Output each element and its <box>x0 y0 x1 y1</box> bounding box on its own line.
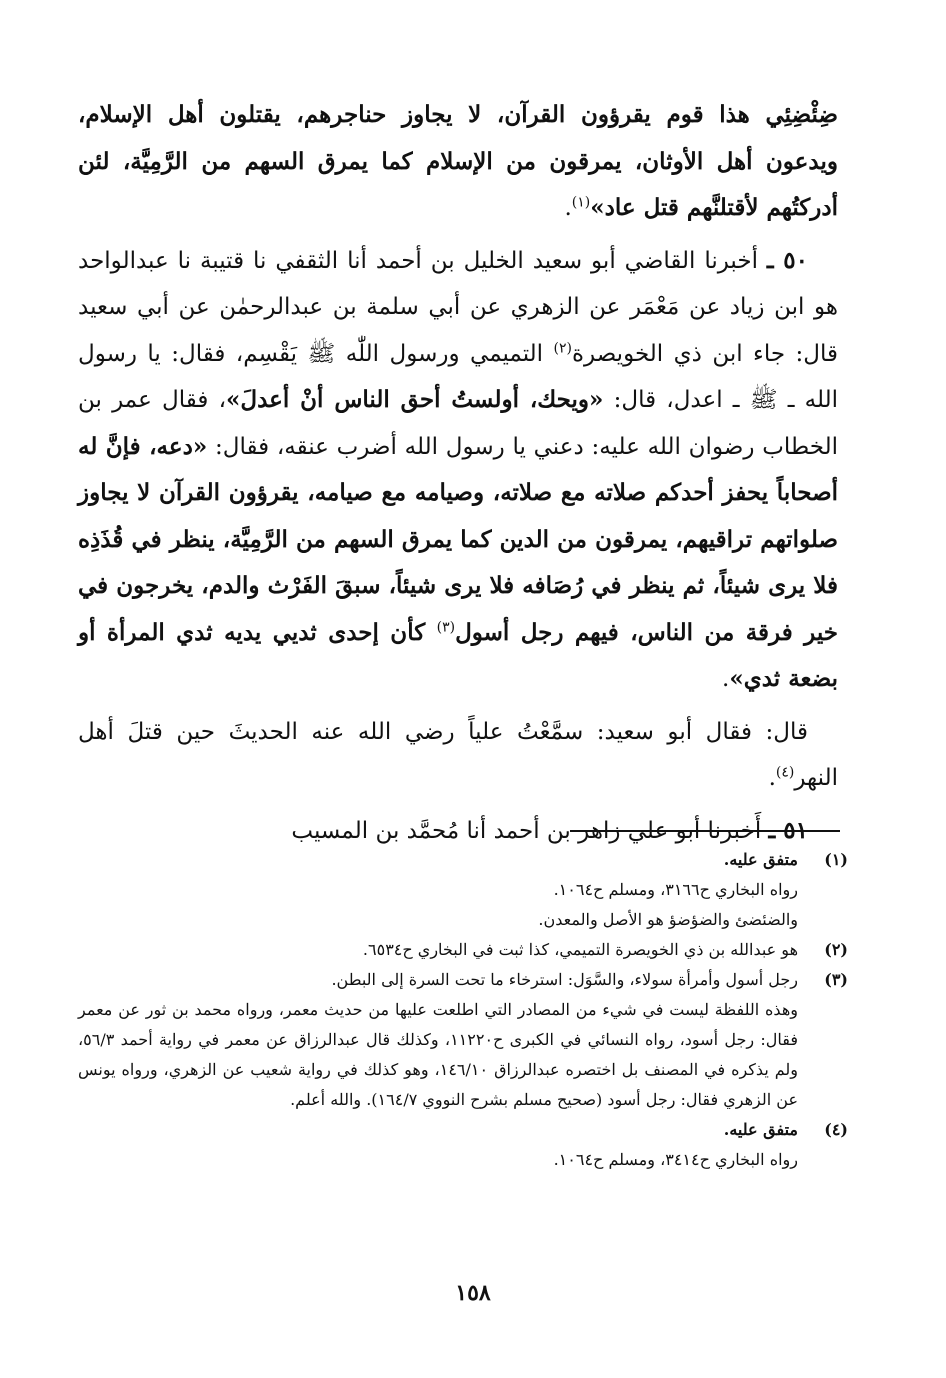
footnote-line: متفق عليه. <box>723 850 798 869</box>
hadith-quote: كأن إحدى ثديي يديه ثدي المرأة أو بضعة ثدي» <box>78 618 838 692</box>
footnote-line: رجل أسول وأمرأة سولاء، والسَّوَل: استرخاء ما تحت السرة إلى البطن. <box>331 970 798 989</box>
footnote-number: (١) <box>824 850 848 869</box>
punctuation: . <box>722 666 730 692</box>
isnad-text: أَخبرنا أبو علي زاهر بن أحمد أنا مُحمَّد بن المسيب <box>291 817 762 844</box>
footnote-ref: (١) <box>571 194 591 211</box>
footnote-line: هو عبدالله بن ذي الخويصرة التميمي، كذا ثبت في البخاري ح٦٥٣٤. <box>362 940 798 959</box>
isnad-text: أخبرنا القاضي أبو سعيد الخليل بن أحمد أنا الثقفي نا قتيبة نا عبدالواحد هو ابن زياد عن مَعْمَر عن الزهري عن أبي سلمة بن عبدالرحمٰن عن أبي سعيد قال: جاء ابن ذي الخويصرة <box>78 247 838 367</box>
hadith-number: ٥١ ـ <box>768 816 808 844</box>
footnote-ref: (٢) <box>553 339 572 356</box>
hadith-quote: ضِئْضِئِي هذا قوم يقرؤون القرآن، لا يجاوز حناجرهم، يقتلون أهل الإسلام، ويدعون أهل الأوثان، يمرقون من الإسلام كما يمرق السهم من الرَّمِيَّة، لئن أدركتُهم لأقتلنَّهم قتل عاد» <box>78 101 838 221</box>
footnote-line: رواه البخاري ح٣٤١٤، ومسلم ح١٠٦٤. <box>553 1150 798 1169</box>
footnote-4 <box>78 1115 848 1175</box>
footnote-number: (٤) <box>824 1120 848 1139</box>
punctuation: . <box>768 765 776 791</box>
hadith-50 <box>78 238 838 703</box>
hadith-quote: «دعه، فإنَّ له أصحاباً يحفز أحدكم صلاته مع صلاته، وصيامه مع صيامه، يقرؤون القرآن لا يجاوز صلواتهم تراقيهم، يمرقون من الدين كما يمرق السهم من الرَّمِيَّة، ينظر في قُذَذِه فلا يرى شيئاً، ثم ينظر في رُصَافه فلا يرى شيئاً، سبقَ الفَرْث والدم، يخرجون في خير فرقة من الناس، فيهم رجل أسول <box>78 432 839 646</box>
main-text <box>78 92 838 860</box>
footnote-line: رواه البخاري ح٣١٦٦، ومسلم ح١٠٦٤. <box>553 880 798 899</box>
footnote-2 <box>78 935 848 965</box>
footnote-number: (٣) <box>824 970 848 989</box>
footnote-line: والضئضئ والضؤضؤ هو الأصل والمعدن. <box>538 910 798 929</box>
narrator-comment <box>78 709 838 802</box>
footnote-number: (٢) <box>824 940 848 959</box>
page-number: ١٥٨ <box>455 1280 491 1306</box>
footnote-ref: (٤) <box>775 764 795 781</box>
narration-text: ، فقال عمر بن الخطاب رضوان الله عليه: دعني يا رسول الله أضرب عنقه، فقال: <box>78 387 838 460</box>
footnote-3 <box>78 965 848 1115</box>
punctuation: . <box>564 195 572 221</box>
comment-text: قال: فقال أبو سعيد: سمَّعْتُ علياً رضي الله عنه الحديثَ حين قتلَ أهل النهر <box>78 718 838 791</box>
hadith-number: ٥٠ ـ <box>766 246 808 274</box>
paragraph-continuation <box>78 92 838 232</box>
footnote-ref: (٣) <box>436 618 456 635</box>
footnote-line: متفق عليه. <box>723 1120 798 1139</box>
hadith-quote: «ويحك، أولستُ أحق الناس أنْ أعدلَ» <box>226 386 604 413</box>
footnotes <box>78 845 848 1175</box>
narration-text: التميمي ورسول اللّٰه ﷺ يَقْسِم، فقال: يا رسول الله ـ ﷺ ـ اعدل، قال: <box>78 340 838 413</box>
footnote-1 <box>78 845 848 935</box>
footnote-line: وهذه اللفظة ليست في شيء من المصادر التي اطلعت عليها من حديث معمر، ورواه محمد بن ثور عن معمر فقال: رجل أسود، رواه النسائي في الكبرى ح١١٢٢٠، وكذلك قال عبدالرزاق عن معمر في رواية أحمد ٥٦/٣، ولم يذكره في المصنف بل اختصره عبدالرزاق ١٤٦/١٠، وهو كذلك في رواية شعيب عن الزهري، ورواه يونس عن الزهري فقال: رجل أسود (صحيح مسلم بشرح النووي ١٦٤/٧). والله أعلم. <box>78 1000 799 1109</box>
footnote-divider <box>570 830 840 832</box>
